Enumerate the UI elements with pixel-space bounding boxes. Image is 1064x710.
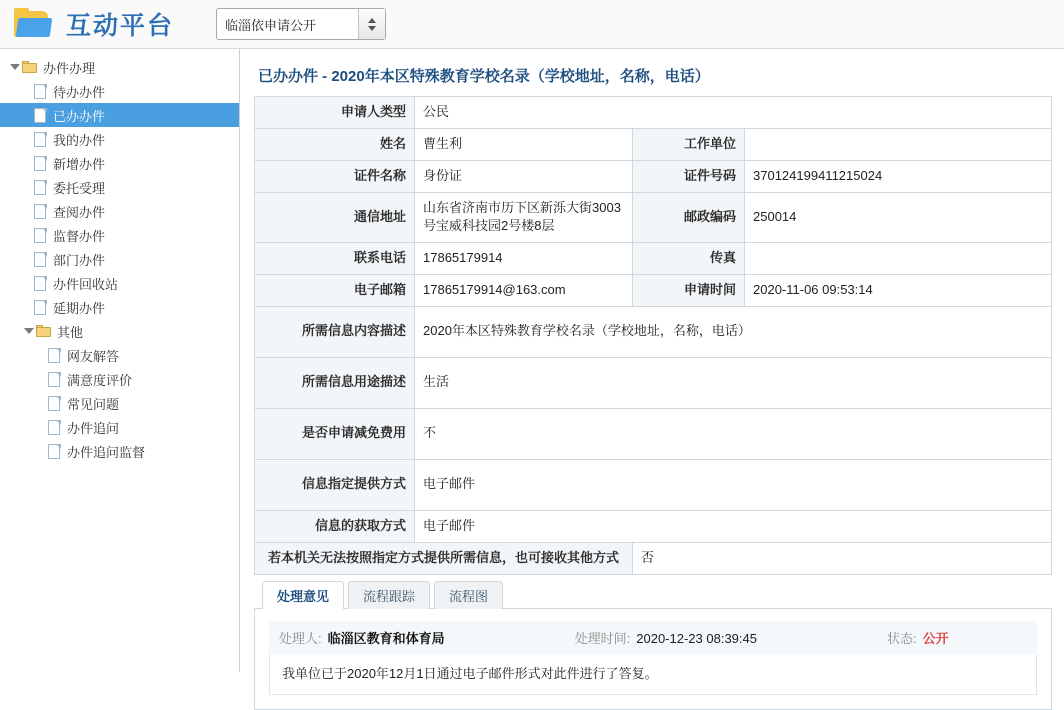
document-icon bbox=[34, 84, 47, 99]
document-icon bbox=[34, 276, 47, 291]
name-value: 曹生利 bbox=[415, 128, 633, 160]
provide-way-value: 电子邮件 bbox=[415, 459, 1052, 510]
handler-field bbox=[279, 628, 445, 647]
table-row bbox=[255, 160, 1052, 192]
postcode-label: 邮政编码 bbox=[633, 192, 745, 243]
obtain-way-label: 信息的获取方式 bbox=[255, 510, 415, 542]
opinion-content: 我单位已于2020年12月1日通过电子邮件形式对此件进行了答复。 bbox=[269, 654, 1037, 696]
sidebar-group-label: 其他 bbox=[57, 324, 84, 340]
detail-tabs bbox=[254, 583, 1052, 609]
applicant-type-value: 公民 bbox=[415, 97, 1052, 129]
arrow-up-icon[interactable] bbox=[368, 18, 376, 23]
document-icon bbox=[34, 108, 47, 123]
sidebar-item-label: 委托受理 bbox=[53, 180, 106, 196]
sidebar-item-label: 新增办件 bbox=[53, 156, 106, 172]
folder-icon bbox=[14, 7, 54, 41]
application-detail-table bbox=[254, 96, 1052, 575]
handle-time-field bbox=[575, 628, 757, 647]
handle-time-label: 处理时间: bbox=[574, 630, 631, 646]
table-row bbox=[255, 275, 1052, 307]
sidebar-item-bumen[interactable] bbox=[0, 247, 239, 271]
handler-value: 临淄区教育和体育局 bbox=[327, 630, 445, 646]
sidebar-item-yiban[interactable] bbox=[0, 103, 239, 127]
tab-panel-chuliyijian bbox=[254, 609, 1052, 710]
table-row bbox=[255, 357, 1052, 408]
obtain-way-value: 电子邮件 bbox=[415, 510, 1052, 542]
sidebar-item-label: 常见问题 bbox=[67, 396, 120, 412]
sidebar-item-weituo[interactable] bbox=[0, 175, 239, 199]
document-icon bbox=[34, 204, 47, 219]
sidebar-item-label: 办件追问监督 bbox=[67, 444, 146, 460]
sidebar-item-label: 部门办件 bbox=[53, 252, 106, 268]
email-label: 电子邮箱 bbox=[255, 275, 415, 307]
chevron-down-icon[interactable] bbox=[8, 61, 20, 73]
sidebar-item-banjianzhuiwen[interactable] bbox=[0, 415, 239, 439]
body-split bbox=[0, 49, 1064, 681]
tab-liuchenggenzong[interactable]: 流程跟踪 bbox=[348, 581, 430, 609]
status-badge: 公开 bbox=[922, 630, 949, 646]
phone-label: 联系电话 bbox=[255, 243, 415, 275]
sidebar-item-changjianwenti[interactable] bbox=[0, 391, 239, 415]
sidebar-item-wangyoujieda[interactable] bbox=[0, 343, 239, 367]
sidebar-item-xinzeng[interactable] bbox=[0, 151, 239, 175]
app-header bbox=[0, 0, 1064, 49]
table-row bbox=[255, 542, 1052, 574]
sidebar bbox=[0, 49, 240, 672]
table-row bbox=[255, 408, 1052, 459]
sidebar-item-label: 办件回收站 bbox=[53, 276, 119, 292]
sidebar-item-wode[interactable] bbox=[0, 127, 239, 151]
sidebar-item-label: 查阅办件 bbox=[53, 204, 106, 220]
folder-open-icon bbox=[36, 325, 52, 338]
table-row bbox=[255, 192, 1052, 243]
info-desc-value: 2020年本区特殊教育学校名录（学校地址，名称，电话） bbox=[415, 306, 1052, 357]
sidebar-item-huishouzhan[interactable] bbox=[0, 271, 239, 295]
phone-value: 17865179914 bbox=[415, 243, 633, 275]
sidebar-item-label: 已办办件 bbox=[53, 108, 106, 124]
sidebar-item-daiban[interactable] bbox=[0, 79, 239, 103]
sidebar-item-label: 延期办件 bbox=[53, 300, 106, 316]
other-way-value: 否 bbox=[633, 542, 1052, 574]
document-icon bbox=[34, 252, 47, 267]
table-row bbox=[255, 128, 1052, 160]
table-row bbox=[255, 243, 1052, 275]
folder-open-icon bbox=[22, 61, 38, 74]
table-row bbox=[255, 510, 1052, 542]
document-icon bbox=[34, 180, 47, 195]
document-icon bbox=[34, 300, 47, 315]
cert-no-value: 370124199411215024 bbox=[745, 160, 1052, 192]
sidebar-group-banjian[interactable] bbox=[0, 55, 239, 79]
department-select-spinner[interactable] bbox=[358, 9, 385, 39]
cert-name-value: 身份证 bbox=[415, 160, 633, 192]
fax-value bbox=[745, 243, 1052, 275]
address-label: 通信地址 bbox=[255, 192, 415, 243]
tab-chuliyijian[interactable]: 处理意见 bbox=[262, 581, 344, 609]
other-way-label: 若本机关无法按照指定方式提供所需信息，也可接收其他方式 bbox=[255, 542, 633, 574]
sidebar-item-chayue[interactable] bbox=[0, 199, 239, 223]
sidebar-item-label: 网友解答 bbox=[67, 348, 120, 364]
provide-way-label: 信息指定提供方式 bbox=[255, 459, 415, 510]
document-icon bbox=[48, 372, 61, 387]
sidebar-item-jiandu[interactable] bbox=[0, 223, 239, 247]
info-use-label: 所需信息用途描述 bbox=[255, 357, 415, 408]
table-row bbox=[255, 459, 1052, 510]
main-content bbox=[240, 49, 1064, 681]
status-field bbox=[887, 628, 949, 647]
name-label: 姓名 bbox=[255, 128, 415, 160]
sidebar-item-label: 待办办件 bbox=[53, 84, 106, 100]
department-select-value: 临淄依申请公开 bbox=[225, 17, 317, 33]
handler-label: 处理人: bbox=[279, 630, 322, 646]
work-unit-value bbox=[745, 128, 1052, 160]
cert-no-label: 证件号码 bbox=[633, 160, 745, 192]
work-unit-label: 工作单位 bbox=[633, 128, 745, 160]
address-value: 山东省济南市历下区新泺大街3003号宝威科技园2号楼8层 bbox=[415, 192, 633, 243]
document-icon bbox=[48, 396, 61, 411]
table-row bbox=[255, 306, 1052, 357]
chevron-down-icon[interactable] bbox=[22, 325, 34, 337]
sidebar-group-other[interactable] bbox=[0, 319, 239, 343]
sidebar-item-manyidupingjia[interactable] bbox=[0, 367, 239, 391]
sidebar-item-label: 办件追问 bbox=[67, 420, 120, 436]
fee-reduce-label: 是否申请减免费用 bbox=[255, 408, 415, 459]
document-icon bbox=[34, 228, 47, 243]
apply-time-value: 2020-11-06 09:53:14 bbox=[745, 275, 1052, 307]
apply-time-label: 申请时间 bbox=[633, 275, 745, 307]
email-value: 17865179914@163.com bbox=[415, 275, 633, 307]
document-icon bbox=[48, 420, 61, 435]
sidebar-item-yanqi[interactable] bbox=[0, 295, 239, 319]
document-icon bbox=[34, 132, 47, 147]
page-title: 已办办件 - 2020年本区特殊教育学校名录（学校地址，名称，电话） bbox=[258, 68, 710, 85]
sidebar-group-label: 办件办理 bbox=[43, 60, 96, 76]
document-icon bbox=[48, 444, 61, 459]
app-title: 互动平台 bbox=[66, 12, 175, 40]
sidebar-item-label: 满意度评价 bbox=[67, 372, 133, 388]
document-icon bbox=[48, 348, 61, 363]
opinion-meta-row bbox=[269, 621, 1037, 654]
sidebar-item-banjianzhuiwenjiandu[interactable] bbox=[0, 439, 239, 463]
status-label: 状态: bbox=[886, 630, 917, 646]
sidebar-item-label: 监督办件 bbox=[53, 228, 106, 244]
fee-reduce-value: 不 bbox=[415, 408, 1052, 459]
arrow-down-icon[interactable] bbox=[368, 26, 376, 31]
fax-label: 传真 bbox=[633, 243, 745, 275]
postcode-value: 250014 bbox=[745, 192, 1052, 243]
applicant-type-label: 申请人类型 bbox=[255, 97, 415, 129]
info-desc-label: 所需信息内容描述 bbox=[255, 306, 415, 357]
tab-liuchengtu[interactable]: 流程图 bbox=[434, 581, 503, 609]
document-icon bbox=[34, 156, 47, 171]
cert-name-label: 证件名称 bbox=[255, 160, 415, 192]
department-select[interactable] bbox=[216, 8, 386, 40]
info-use-value: 生活 bbox=[415, 357, 1052, 408]
table-row bbox=[255, 97, 1052, 129]
sidebar-item-label: 我的办件 bbox=[53, 132, 106, 148]
handle-time-value: 2020-12-23 08:39:45 bbox=[636, 630, 757, 646]
